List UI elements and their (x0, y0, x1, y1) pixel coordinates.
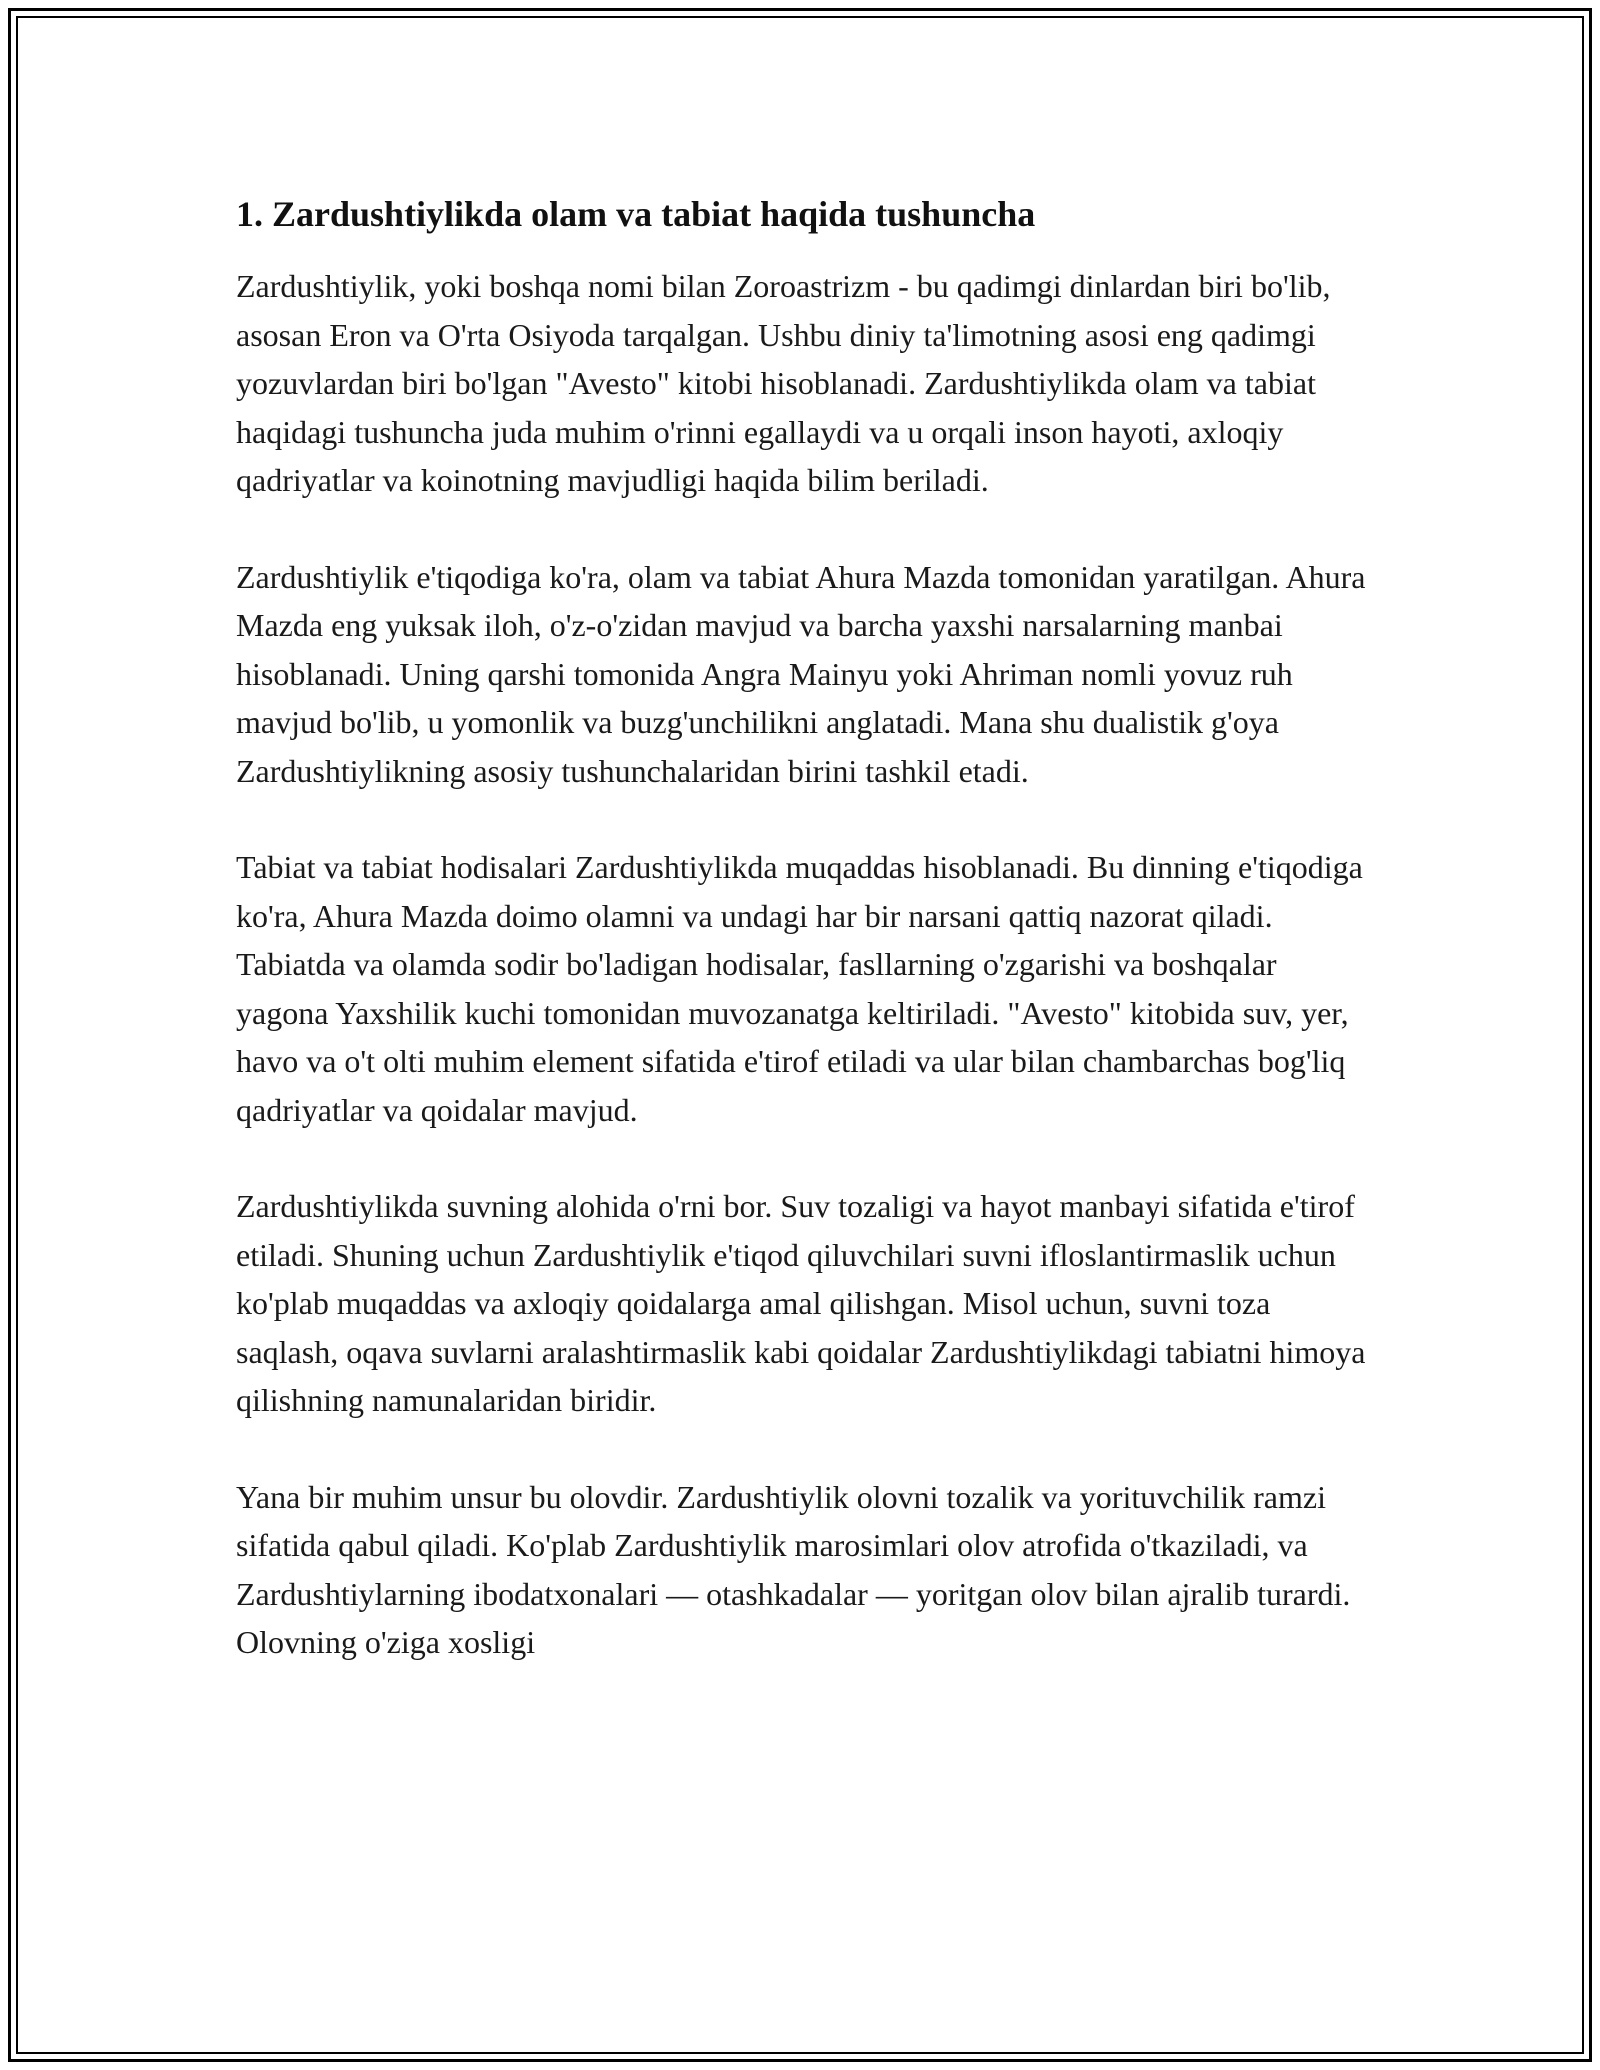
document-body (236, 188, 1366, 1715)
paragraph-1: Zardushtiylik, yoki boshqa nomi bilan Zoroastrizm - bu qadimgi dinlardan biri bo'lib, asosan Eron va O'rta Osiyoda tarqalgan. Ushbu diniy ta'limotning asosi eng qadimgi yozuvlardan biri bo'lgan "Avesto" kitobi hisoblanadi. Zardushtiylikda olam va tabiat haqidagi tushuncha juda muhim o'rinni egallaydi va u orqali inson hayoti, axloqiy qadriyatlar va koinotning mavjudligi haqida bilim beriladi. (236, 268, 1331, 498)
paragraph-5: Yana bir muhim unsur bu olovdir. Zardushtiylik olovni tozalik va yorituvchilik ramzi sifatida qabul qiladi. Ko'plab Zardushtiylik marosimlari olov atrofida o'tkaziladi, va Zardushtiylarning ibodatxonalari — otashkadalar — yoritgan olov bilan ajralib turardi. Olovning o'ziga xosligi (236, 1478, 1351, 1660)
section-heading: 1. Zardushtiylikda olam va tabiat haqida tushuncha (236, 194, 1036, 234)
paragraph-4: Zardushtiylikda suvning alohida o'rni bor. Suv tozaligi va hayot manbayi sifatida e'tirof etiladi. Shuning uchun Zardushtiylik e'tiqod qiluvchilari suvni ifloslantirmaslik uchun ko'plab muqaddas va axloqiy qoidalarga amal qilishgan. Misol uchun, suvni toza saqlash, oqava suvlarni aralashtirmaslik kabi qoidalar Zardushtiylikdagi tabiatni himoya qilishning namunalaridan biridir. (236, 1188, 1366, 1418)
paragraph-2: Zardushtiylik e'tiqodiga ko'ra, olam va tabiat Ahura Mazda tomonidan yaratilgan. Ahura Mazda eng yuksak iloh, o'z-o'zidan mavjud va barcha yaxshi narsalarning manbai hisoblanadi. Uning qarshi tomonida Angra Mainyu yoki Ahriman nomli yovuz ruh mavjud bo'lib, u yomonlik va buzg'unchilikni anglatadi. Mana shu dualistik g'oya Zardushtiylikning asosiy tushunchalaridan birini tashkil etadi. (236, 558, 1366, 789)
paragraph-3: Tabiat va tabiat hodisalari Zardushtiylikda muqaddas hisoblanadi. Bu dinning e'tiqodiga ko'ra, Ahura Mazda doimo olamni va undagi har bir narsani qattiq nazorat qiladi. Tabiatda va olamda sodir bo'ladigan hodisalar, fasllarning o'zgarishi va boshqalar yagona Yaxshilik kuchi tomonidan muvozanatga keltiriladi. "Avesto" kitobida suv, yer, havo va o't olti muhim element sifatida e'tirof etiladi va ular bilan chambarchas bog'liq qadriyatlar va qoidalar mavjud. (236, 849, 1363, 1128)
